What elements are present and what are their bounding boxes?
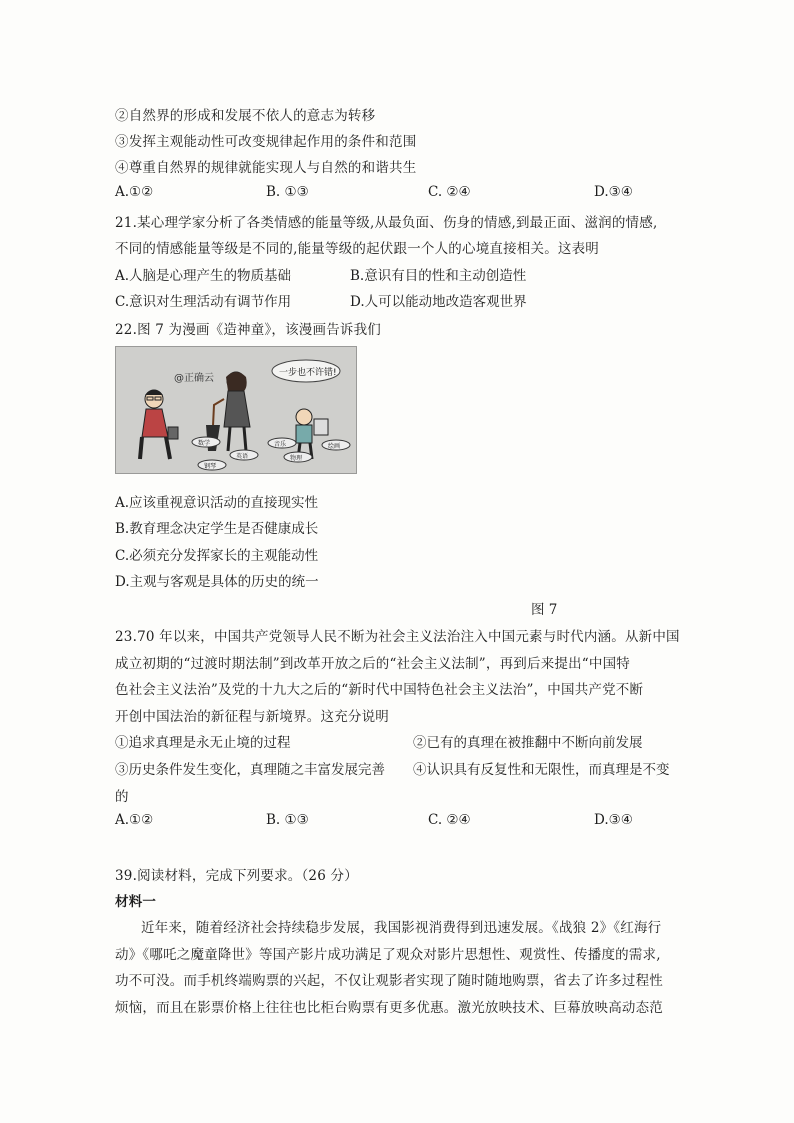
q21-option-d: D.人可以能动地改造客观世界 [350,294,527,310]
q23-stem-line-1: 23.70 年以来，中国共产党领导人民不断为社会主义法治注入中国元素与时代内涵。从新中国 [115,629,680,645]
material-para-line-2: 动》《哪吒之魔童降世》等国产影片成功满足了观众对影片思想性、观赏性、传播度的需求, [115,947,661,963]
stone-label: 英语 [236,453,249,460]
q23-option-d: D.③④ [594,812,633,828]
material-title: 材料一 [115,894,157,910]
q22-option-a: A.应该重视意识活动的直接现实性 [115,495,319,511]
q21-option-b: B.意识有目的性和主动创造性 [350,268,527,284]
material-para-line-3: 功不可没。而手机终端购票的兴起，不仅让观影者实现了随时随地购票，省去了许多过程性 [115,973,663,989]
q22-stem: 22.图 7 为漫画《造神童》，该漫画告诉我们 [115,322,381,338]
q22-option-c: C.必须充分发挥家长的主观能动性 [115,548,319,564]
stone-label: 数学 [198,440,211,447]
cartoon-illustration [116,347,356,473]
figure-label: 图 7 [531,602,558,618]
q39-stem: 39.阅读材料，完成下列要求。（26 分） [115,868,358,884]
q20-option-c: C. ②④ [428,184,471,200]
q23-stem-line-3: 色社会主义法治”及党的十九大之后的“新时代中国特色社会主义法治”，中国共产党不断 [115,682,644,698]
q23-option-b: B. ①③ [266,812,309,828]
q23-item-1: ①追求真理是永无止境的过程 [115,735,291,751]
q23-item-2: ②已有的真理在被推翻中不断向前发展 [413,735,643,751]
q23-item-3: ③历史条件发生变化，真理随之丰富发展完善 [115,762,385,778]
q23-option-a: A.①② [115,812,154,828]
q23-item-4-continued: 的 [115,789,129,805]
cartoon-figure-7 [115,346,357,474]
q21-option-c: C.意识对生理活动有调节作用 [115,294,292,310]
material-para-line-4: 烦恼，而且在影票价格上往往也比柜台购票有更多优惠。激光放映技术、巨幕放映高动态范 [115,1000,663,1016]
q20-item-3: ③发挥主观能动性可改变规律起作用的条件和范围 [115,134,417,150]
stone-label: 物理 [290,455,303,462]
q22-option-d: D.主观与客观是具体的历史的统一 [115,574,319,590]
stone-label: 绘画 [328,443,341,450]
q23-stem-line-2: 成立初期的“过渡时期法制”到改革开放之后的“社会主义法制”，再到后来提出“中国特 [115,656,631,672]
q21-stem-line-2: 不同的情感能量等级是不同的,能量等级的起伏跟一个人的心境直接相关。这表明 [115,241,599,257]
q23-item-4: ④认识具有反复性和无限性，而真理是不变 [413,762,670,778]
q20-item-2: ②自然界的形成和发展不依人的意志为转移 [115,108,376,124]
q20-option-d: D.③④ [594,184,633,200]
material-para-line-1: 近年来，随着经济社会持续稳步发展，我国影视消费得到迅速发展。《战狼 2》《红海行 [141,920,662,936]
stone-label: 钢琴 [204,463,217,470]
stone-label: 音乐 [274,441,287,448]
q20-item-4: ④尊重自然界的规律就能实现人与自然的和谐共生 [115,160,417,176]
q23-option-c: C. ②④ [428,812,471,828]
cartoon-speech: 一步也不许错! [279,368,337,378]
q20-option-a: A.①② [115,184,154,200]
q20-option-b: B. ①③ [266,184,309,200]
q21-stem-line-1: 21.某心理学家分析了各类情感的能量等级,从最负面、伤身的情感,到最正面、滋润的情感, [115,215,658,231]
q21-option-a: A.人脑是心理产生的物质基础 [115,268,292,284]
cartoon-watermark: @正确云 [174,373,214,384]
q23-stem-line-4: 开创中国法治的新征程与新境界。这充分说明 [115,709,389,725]
q22-option-b: B.教育理念决定学生是否健康成长 [115,521,319,537]
